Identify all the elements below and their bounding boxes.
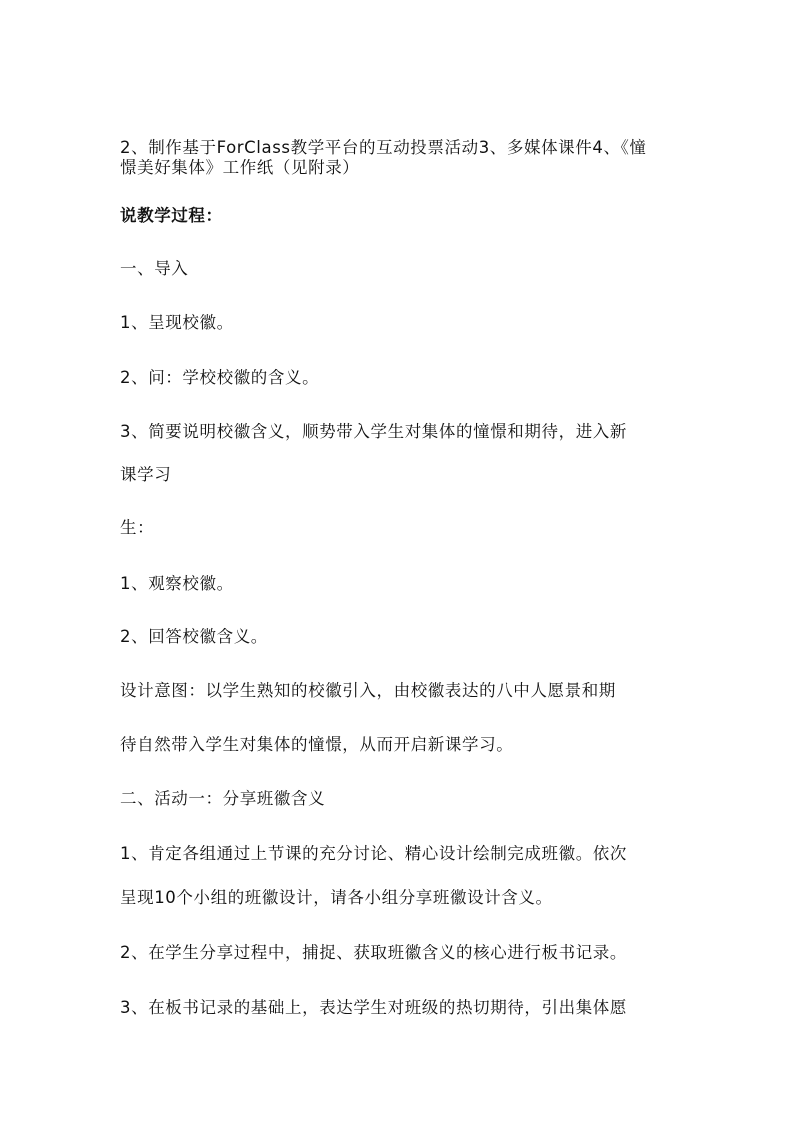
text-line: 呈现10个小组的班徽设计，请各小组分享班徽设计含义。 xyxy=(120,888,553,907)
text-line: 设计意图：以学生熟知的校徽引入，由校徽表达的八中人愿景和期 xyxy=(120,681,616,700)
text-line: 1、呈现校徽。 xyxy=(120,313,234,332)
section-heading: 说教学过程： xyxy=(120,206,223,225)
text-line: 2、在学生分享过程中，捕捉、获取班徽含义的核心进行板书记录。 xyxy=(120,943,627,962)
text-line: 2、制作基于ForClass教学平台的互动投票活动3、多媒体课件4、《憧 xyxy=(120,138,647,157)
text-line: 待自然带入学生对集体的憧憬，从而开启新课学习。 xyxy=(120,735,514,754)
text-line: 3、简要说明校徽含义，顺势带入学生对集体的憧憬和期待，进入新 xyxy=(120,422,627,441)
text-line: 1、肯定各组通过上节课的充分讨论、精心设计绘制完成班徽。依次 xyxy=(120,844,627,863)
text-line: 2、回答校徽含义。 xyxy=(120,627,268,646)
text-line: 憬美好集体》工作纸（见附录） xyxy=(120,158,360,177)
text-line: 2、问：学校校徽的含义。 xyxy=(120,368,320,387)
text-line: 生： xyxy=(120,518,155,537)
section-heading: 二、活动一：分享班徽含义 xyxy=(120,789,326,808)
text-line: 一、导入 xyxy=(120,259,189,278)
text-line: 课学习 xyxy=(120,465,172,484)
text-line: 1、观察校徽。 xyxy=(120,574,234,593)
text-line: 3、在板书记录的基础上，表达学生对班级的热切期待，引出集体愿 xyxy=(120,998,627,1017)
